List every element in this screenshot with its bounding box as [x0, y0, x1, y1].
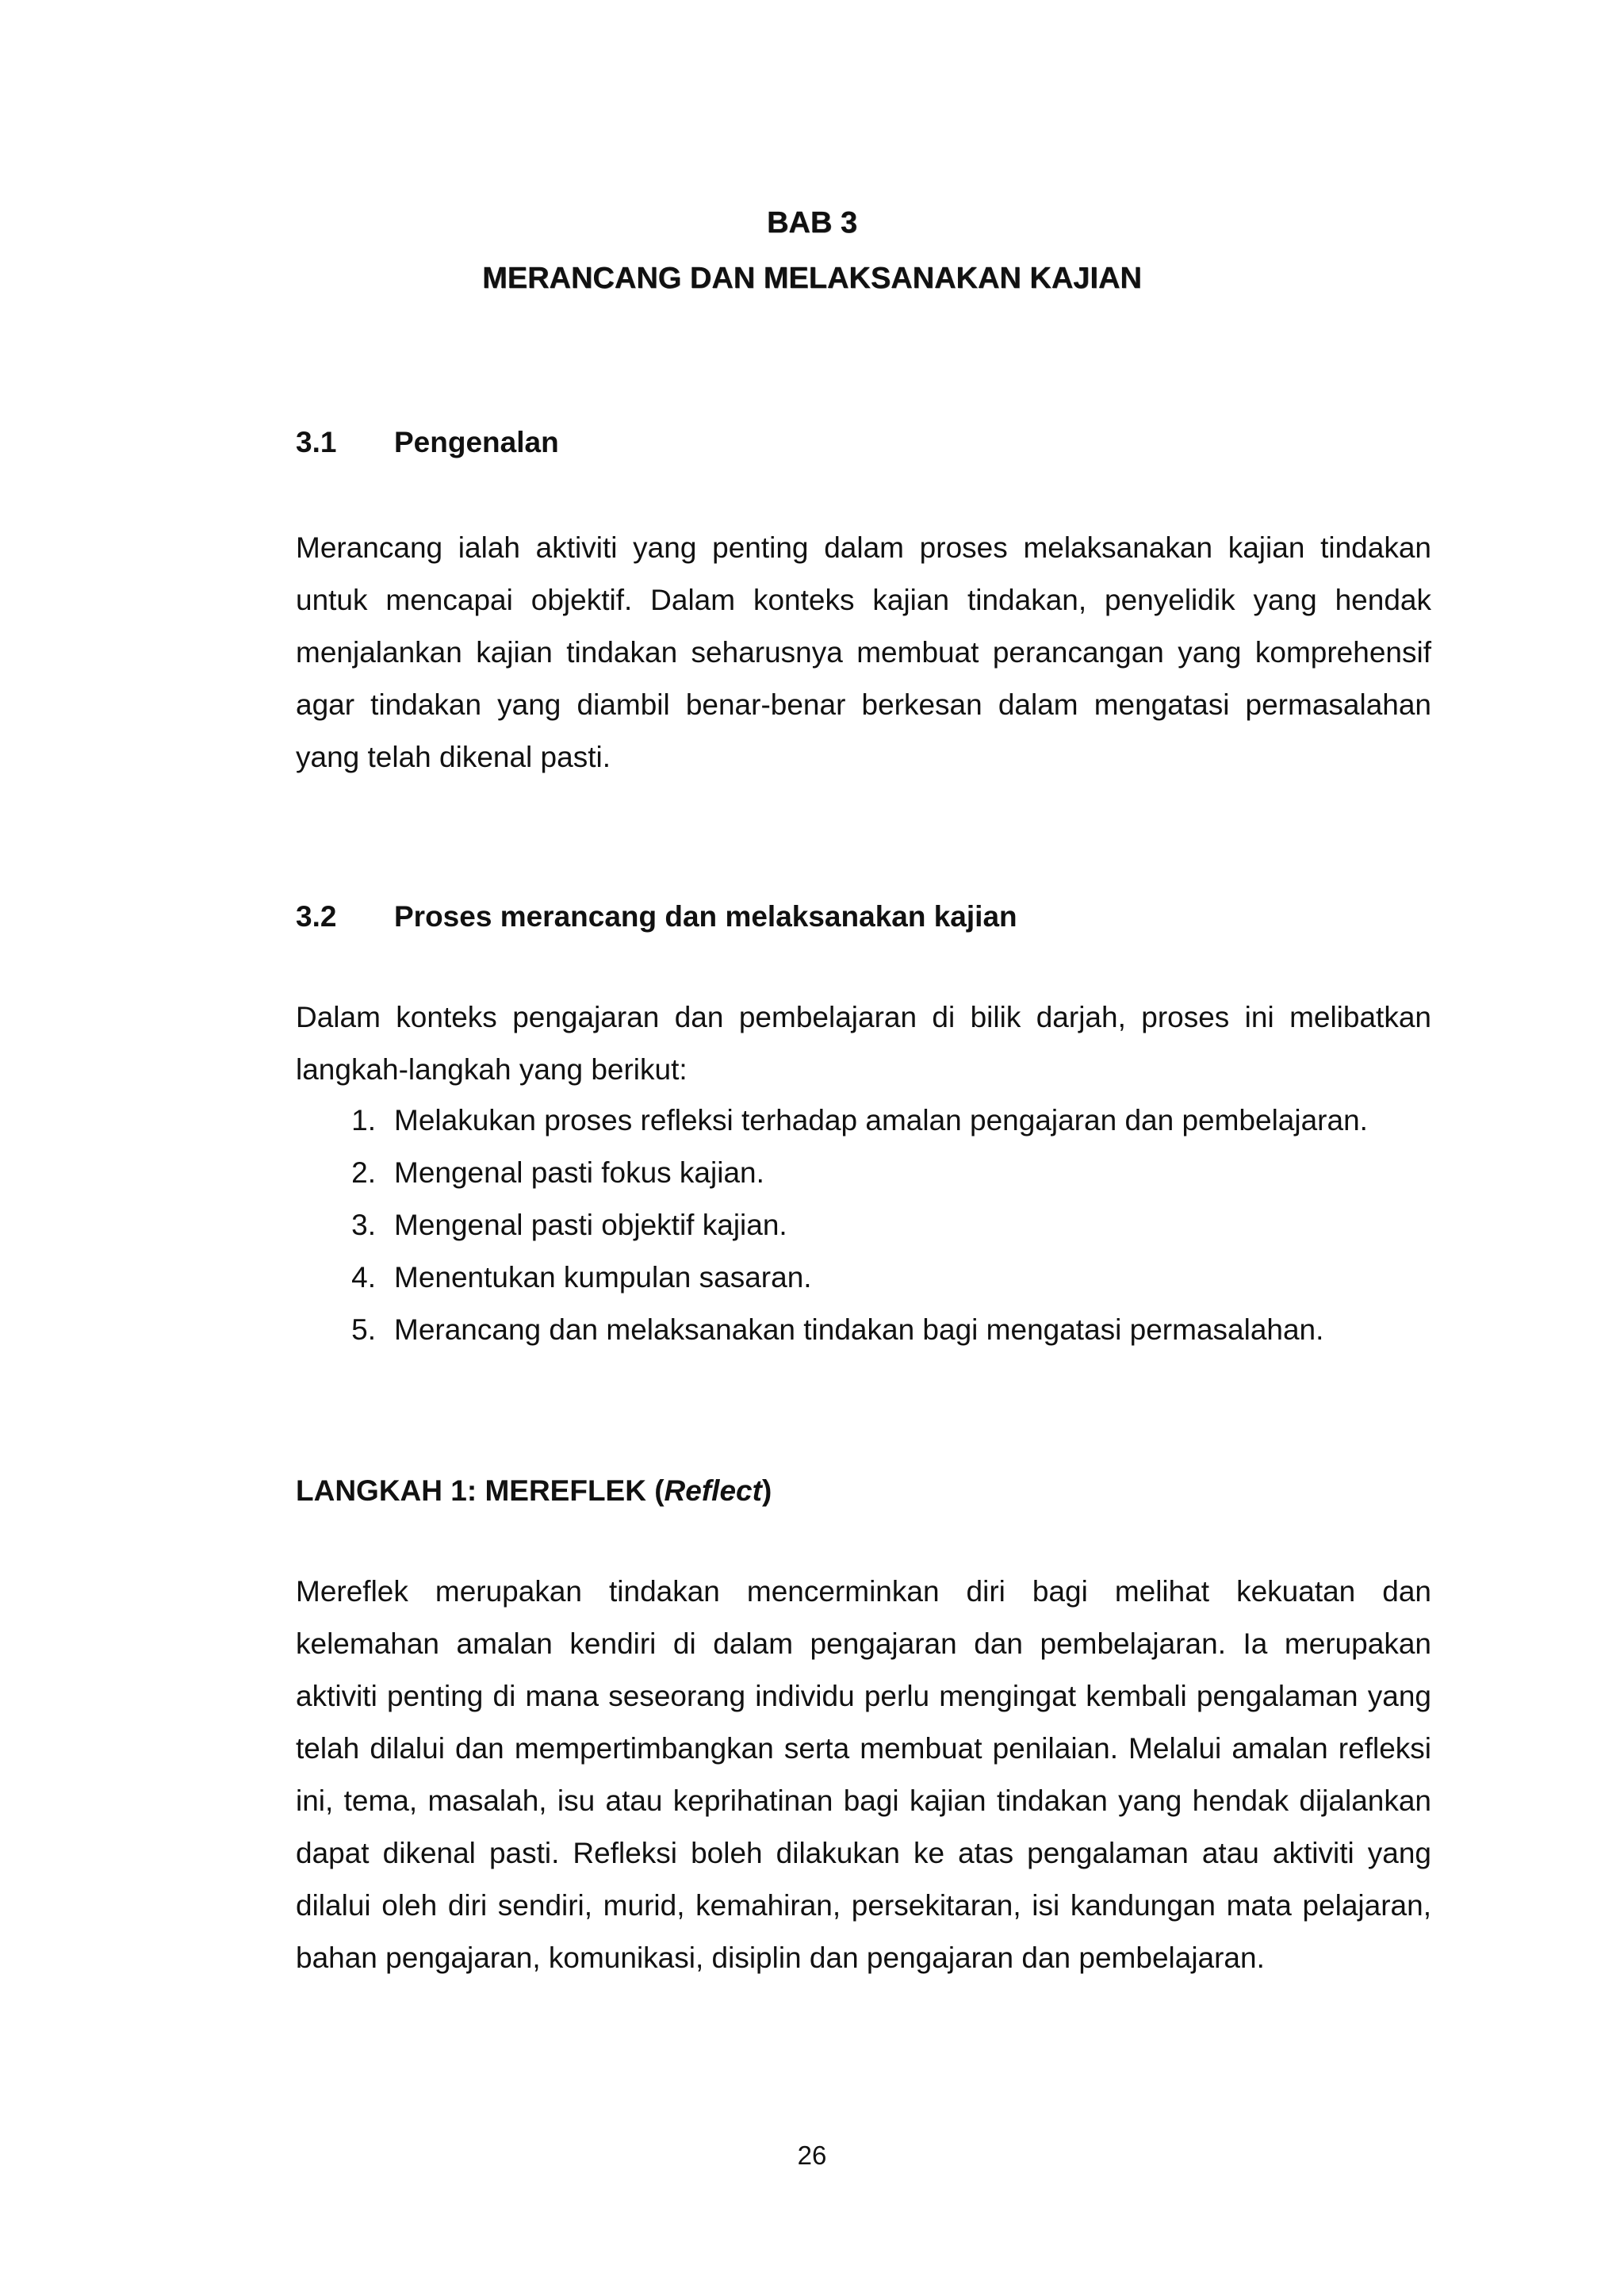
langkah-label: LANGKAH 1: MEREFLEK ( [296, 1474, 665, 1507]
intro-paragraph: Merancang ialah aktiviti yang penting dalam proses melaksanakan kajian tindakan untuk mencapai objektif. Dalam konteks kajian tindakan, penyelidik yang hendak menjalankan kajian tindakan seharusnya membuat perancangan yang komprehensif agar tindakan yang diambil benar-benar berkesan dalam mengatasi permasalahan yang telah dikenal pasti. [296, 531, 1431, 773]
steps-list [296, 1094, 1485, 1356]
list-item-number: 2. [351, 1156, 376, 1189]
process-paragraph: Dalam konteks pengajaran dan pembelajaran di bilik darjah, proses ini melibatkan langkah-langkah yang berikut: [296, 1001, 1431, 1086]
list-item [296, 1147, 1485, 1199]
list-item-text: Menentukan kumpulan sasaran. [394, 1261, 812, 1294]
section-number: 3.1 [296, 426, 337, 458]
section-heading-3-1 [296, 425, 559, 460]
langkah-close: ) [761, 1474, 772, 1507]
chapter-number: BAB 3 [766, 206, 858, 240]
list-item-text: Mengenal pasti objektif kajian. [394, 1209, 787, 1241]
list-item [296, 1094, 1485, 1147]
section-title: Pengenalan [394, 426, 559, 458]
reflect-paragraph: Mereflek merupakan tindakan mencerminkan diri bagi melihat kekuatan dan kelemahan amalan kendiri di dalam pengajaran dan pembelajaran. Ia merupakan aktiviti penting di mana seseorang individu perlu mengingat kembali pengalaman yang telah dilalui dan mempertimbangkan serta membuat penilaian. Melalui amalan refleksi ini, tema, masalah, isu atau keprihatinan bagi kajian tindakan yang hendak dijalankan dapat dikenal pasti. Refleksi boleh dilakukan ke atas pengalaman atau aktiviti yang dilalui oleh diri sendiri, murid, kemahiran, persekitaran, isi kandungan mata pelajaran, bahan pengajaran, komunikasi, disiplin dan pengajaran dan pembelajaran. [296, 1575, 1431, 1974]
list-item-text: Melakukan proses refleksi terhadap amalan pengajaran dan pembelajaran. [394, 1104, 1368, 1137]
list-item [296, 1199, 1485, 1251]
langkah-italic: Reflect [664, 1474, 762, 1507]
chapter-heading [0, 195, 1624, 306]
list-item-number: 5. [351, 1313, 376, 1346]
list-item [296, 1251, 1485, 1304]
chapter-title: MERANCANG DAN MELAKSANAKAN KAJIAN [482, 262, 1142, 295]
langkah-1-heading [296, 1474, 772, 1508]
list-item-text: Merancang dan melaksanakan tindakan bagi mengatasi permasalahan. [394, 1313, 1324, 1346]
list-item-text: Mengenal pasti fokus kajian. [394, 1156, 764, 1189]
section-number: 3.2 [296, 900, 337, 933]
list-item [296, 1304, 1485, 1356]
section-heading-3-2 [296, 899, 1017, 934]
list-item-number: 4. [351, 1261, 376, 1294]
page-number: 26 [797, 2141, 827, 2170]
section-title: Proses merancang dan melaksanakan kajian [394, 900, 1017, 933]
list-item-number: 3. [351, 1209, 376, 1241]
list-item-number: 1. [351, 1104, 376, 1137]
